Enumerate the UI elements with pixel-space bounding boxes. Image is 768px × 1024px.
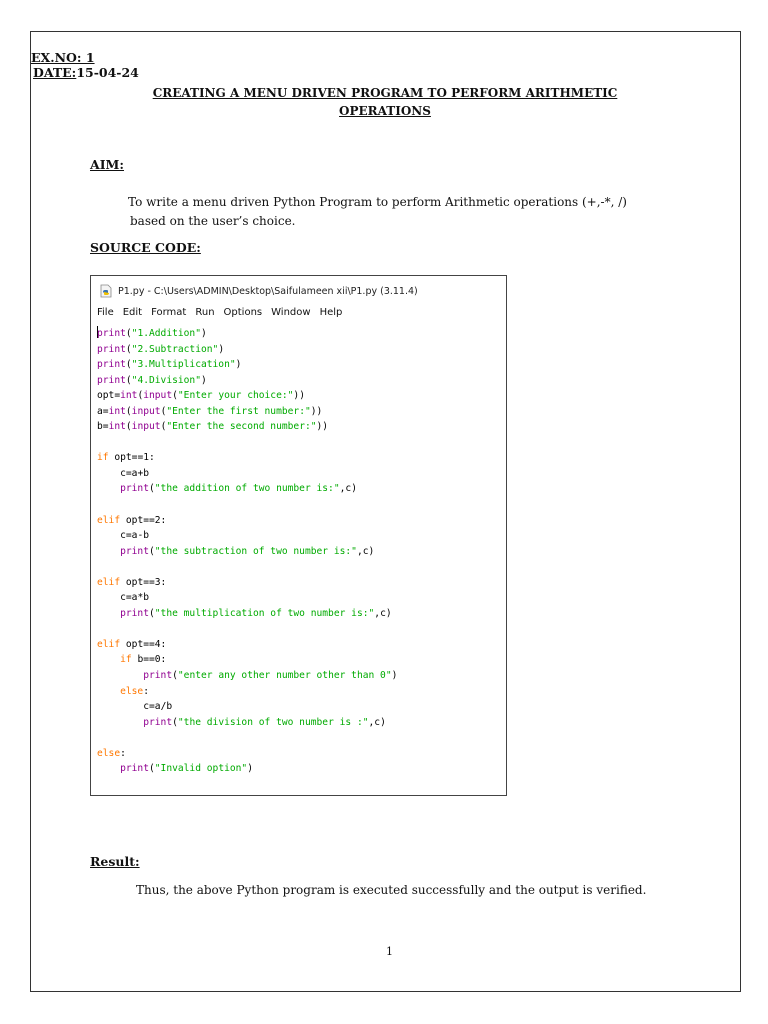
code-line: print("enter any other number other than 0") (143, 670, 398, 682)
code-line: c=a-b (120, 530, 150, 542)
menu-window[interactable]: Window (271, 307, 311, 318)
menu-help[interactable]: Help (319, 307, 343, 318)
exercise-date (33, 65, 139, 80)
editor-menu-bar (97, 307, 351, 318)
code-line: print("3.Multiplication") (97, 359, 242, 371)
code-line: print("the multiplication of two number is:",c) (120, 607, 392, 619)
code-line (97, 621, 397, 637)
code-line: print("the division of two number is :",c) (143, 716, 386, 728)
code-line (97, 730, 397, 746)
code-line: b=int(input("Enter the second number:")) (97, 421, 329, 433)
python-file-icon (99, 284, 113, 298)
source-code-heading: SOURCE CODE: (90, 240, 201, 255)
code-line: print("the subtraction of two number is:",c) (120, 545, 375, 557)
code-area[interactable] (97, 326, 397, 777)
code-line (97, 497, 397, 513)
code-line: a=int(input("Enter the first number:")) (97, 405, 323, 417)
aim-line-1: To write a menu driven Python Program to perform Arithmetic operations (+,-*, /) (128, 195, 627, 209)
code-line (97, 435, 397, 451)
code-line (97, 559, 397, 575)
page-title (130, 84, 640, 120)
title-line-2: OPERATIONS (339, 104, 431, 118)
aim-line-2: based on the user’s choice. (130, 213, 296, 228)
aim-text (128, 193, 698, 230)
code-line: print("2.Subtraction") (97, 343, 225, 355)
editor-title-text: P1.py - C:\Users\ADMIN\Desktop\Saifulameen xii\P1.py (3.11.4) (118, 285, 418, 297)
date-value: 15-04-24 (76, 65, 139, 80)
code-line: elif opt==2: (97, 514, 167, 526)
code-line: elif opt==4: (97, 638, 167, 650)
code-line: print("the addition of two number is:",c) (120, 483, 357, 495)
menu-options[interactable]: Options (223, 307, 263, 318)
date-label: DATE: (33, 65, 77, 80)
code-line: c=a*b (120, 592, 150, 604)
code-line: if b==0: (120, 654, 167, 666)
code-line: else: (120, 685, 149, 697)
code-line: opt=int(input("Enter your choice:")) (97, 390, 305, 402)
code-line: print("1.Addition") (97, 328, 207, 339)
code-line: else: (97, 747, 126, 759)
aim-heading: AIM: (90, 157, 124, 172)
code-line: c=a/b (143, 701, 173, 713)
code-line: c=a+b (120, 467, 150, 479)
title-line-1: CREATING A MENU DRIVEN PROGRAM TO PERFORM ARITHMETIC (152, 86, 618, 100)
code-line: if opt==1: (97, 452, 155, 464)
menu-file[interactable]: File (97, 307, 114, 318)
editor-title-bar (99, 282, 418, 300)
result-heading: Result: (90, 854, 140, 869)
menu-format[interactable]: Format (151, 307, 187, 318)
exercise-number: EX.NO: 1 (31, 50, 95, 65)
code-line: elif opt==3: (97, 576, 167, 588)
page-number: 1 (386, 945, 393, 958)
result-text: Thus, the above Python program is executed successfully and the output is verified. (136, 883, 647, 897)
menu-run[interactable]: Run (195, 307, 215, 318)
code-line: print("4.Division") (97, 374, 207, 386)
menu-edit[interactable]: Edit (122, 307, 143, 318)
idle-editor-screenshot (90, 275, 507, 796)
code-line: print("Invalid option") (120, 763, 253, 775)
